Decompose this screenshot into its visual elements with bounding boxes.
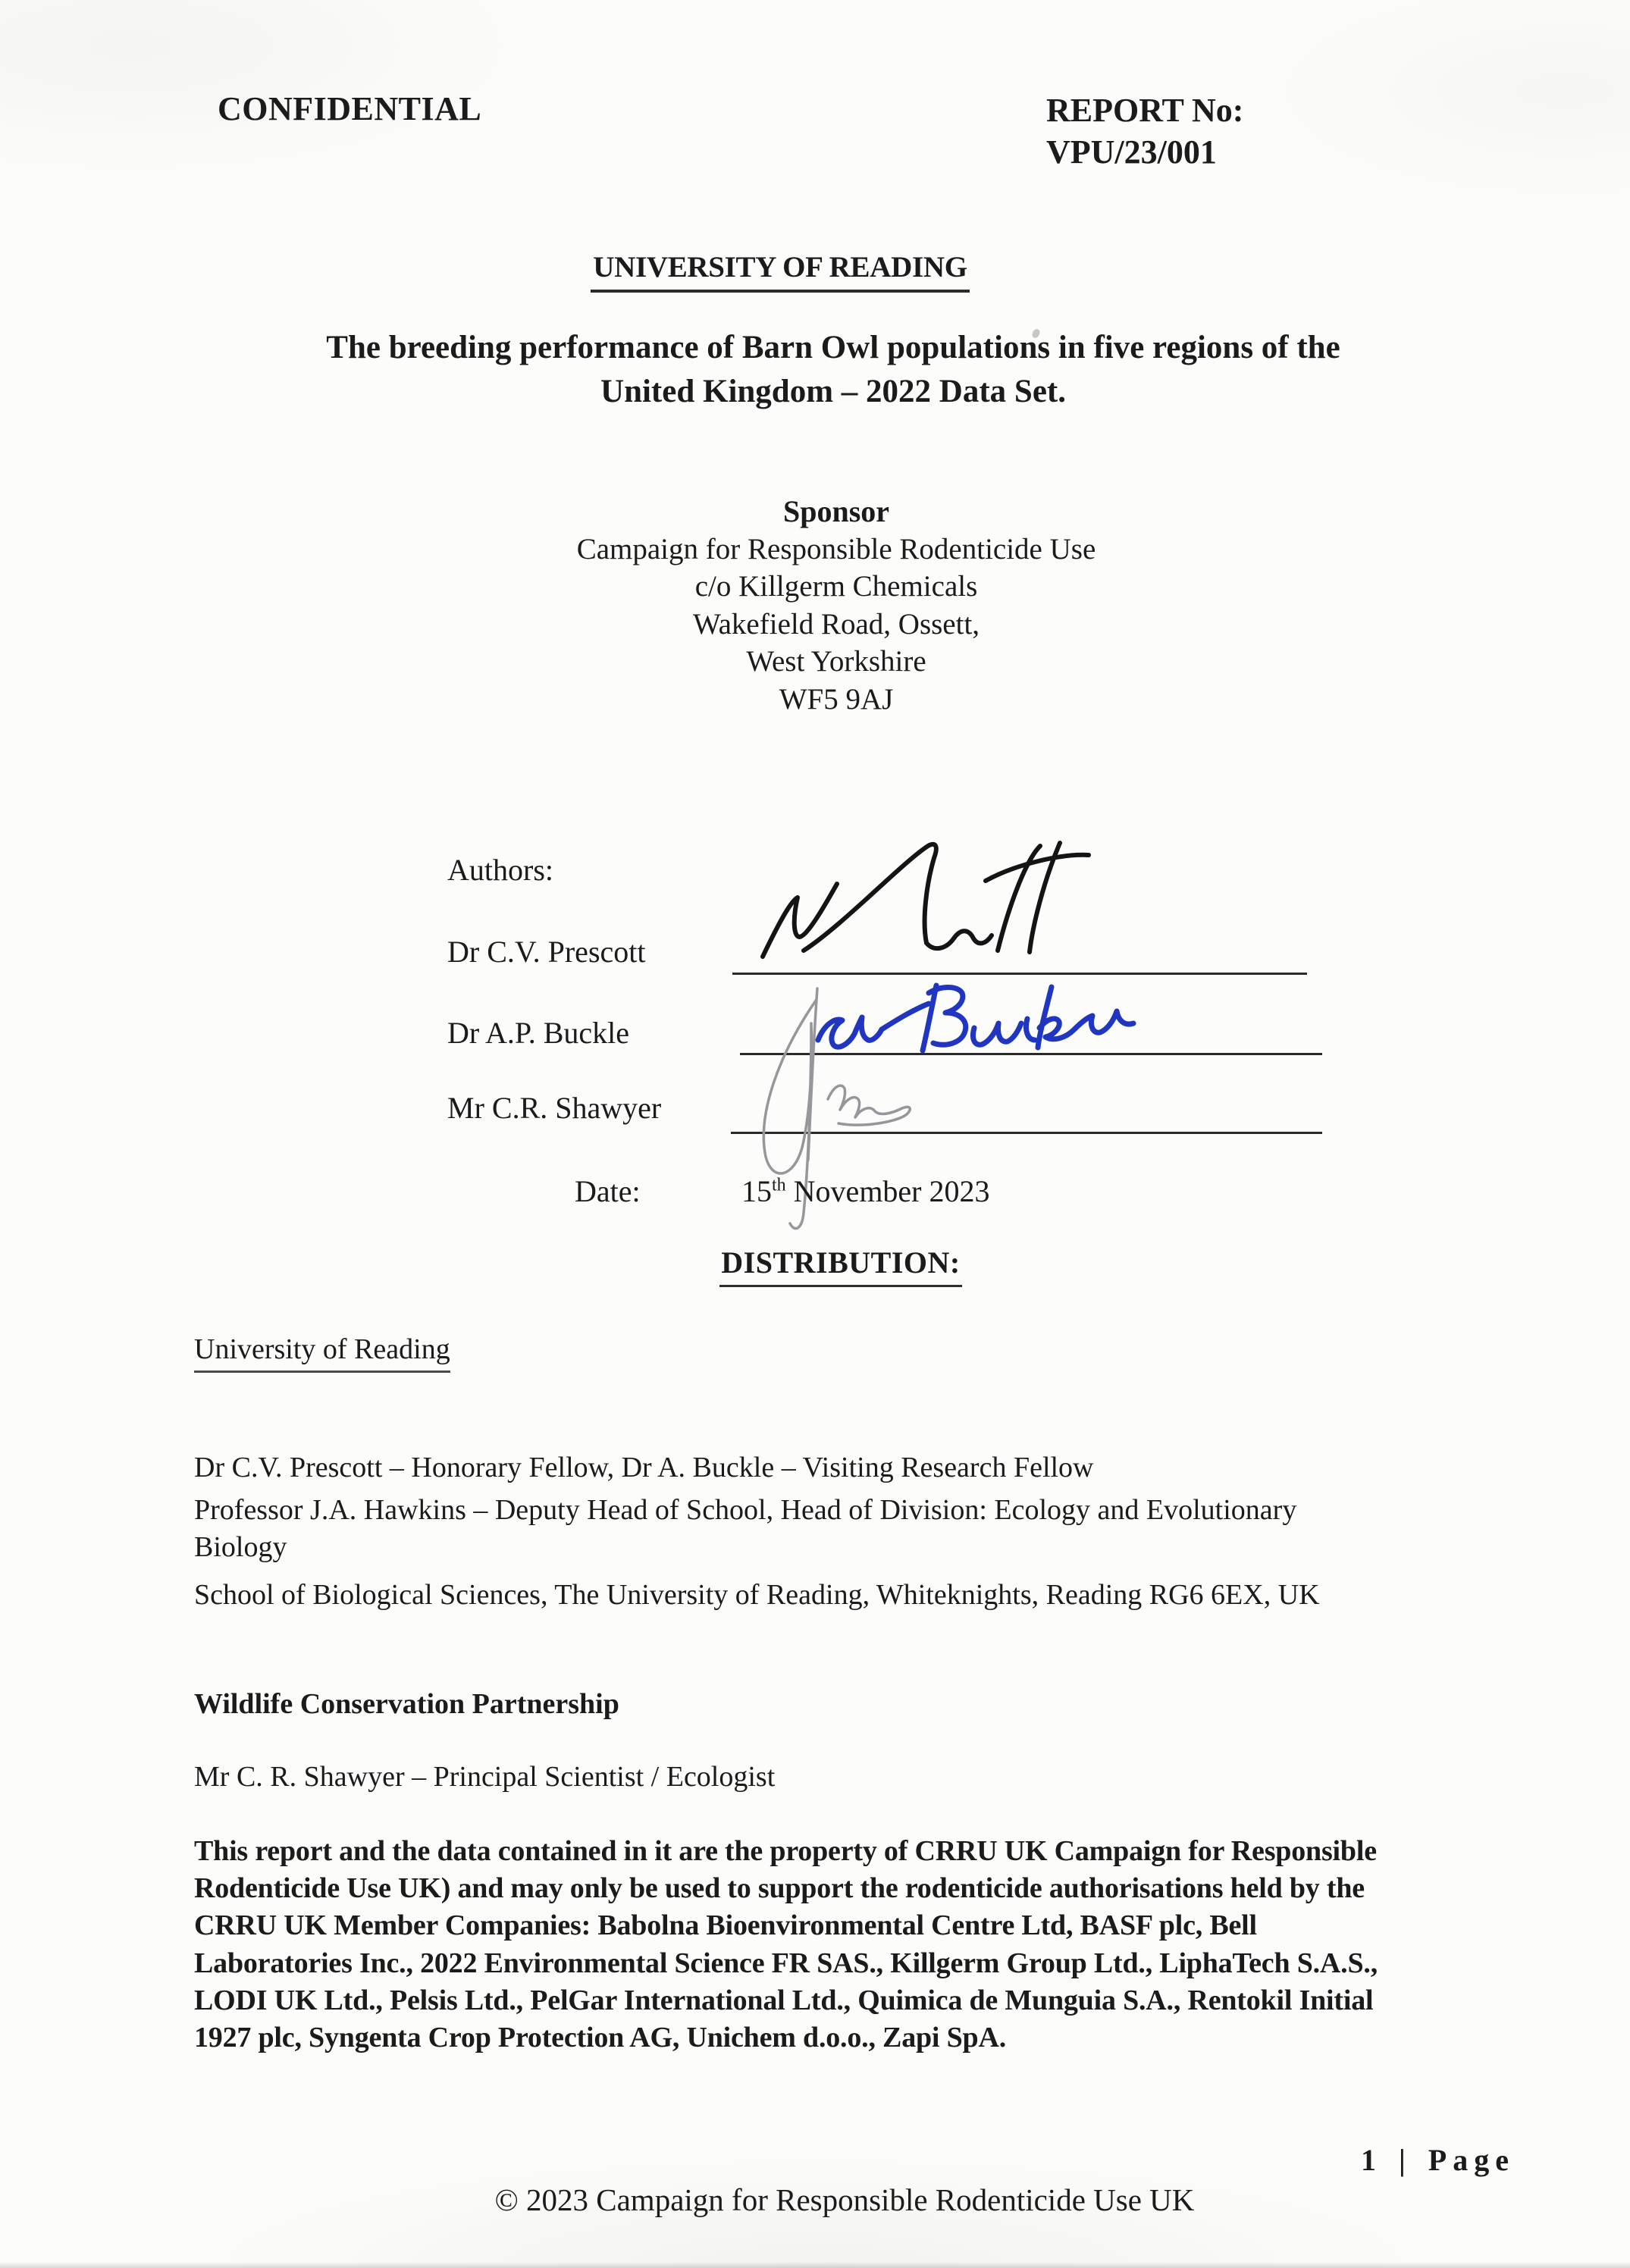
notice-line: CRRU UK Member Companies: Babolna Bioenvironmental Centre Ltd, BASF plc, Bell bbox=[194, 1909, 1257, 1942]
report-title-line1: The breeding performance of Barn Owl populations in five regions of the bbox=[326, 330, 1340, 365]
distribution-hawkins-line2: Biology bbox=[194, 1531, 287, 1563]
university-heading: UNIVERSITY OF READING bbox=[591, 250, 970, 293]
date-day: 15 bbox=[741, 1174, 772, 1208]
university-heading-row bbox=[0, 250, 1595, 293]
distribution-heading-row bbox=[26, 1245, 1630, 1287]
notice-line: LODI UK Ltd., Pelsis Ltd., PelGar International Ltd., Quimica de Munguia S.A., Rentokil Initial bbox=[194, 1984, 1374, 2016]
copyright-line: © 2023 Campaign for Responsible Rodenticide Use UK bbox=[494, 2182, 1195, 2217]
sponsor-block bbox=[21, 493, 1630, 718]
distribution-hawkins-line1: Professor J.A. Hawkins – Deputy Head of School, Head of Division: Ecology and Evolutionary bbox=[194, 1494, 1297, 1526]
sponsor-street: Wakefield Road, Ossett, bbox=[692, 607, 980, 641]
notice-line: This report and the data contained in it are the property of CRRU UK Campaign for Responsible bbox=[194, 1835, 1377, 1867]
distribution-heading: DISTRIBUTION: bbox=[719, 1245, 961, 1287]
report-number-block bbox=[1046, 89, 1243, 173]
distribution-university-subhead: University of Reading bbox=[194, 1333, 450, 1373]
author-name-prescott: Dr C.V. Prescott bbox=[447, 935, 646, 969]
date-value bbox=[741, 1173, 990, 1209]
wildlife-partnership-heading: Wildlife Conservation Partnership bbox=[194, 1688, 619, 1720]
author-name-buckle: Dr A.P. Buckle bbox=[447, 1016, 629, 1050]
notice-line: Laboratories Inc., 2022 Environmental Science FR SAS., Killgerm Group Ltd., LiphaTech S.A.S., bbox=[194, 1947, 1378, 1979]
report-number-value: VPU/23/001 bbox=[1046, 133, 1217, 171]
prescott-signature-ink bbox=[763, 843, 1089, 957]
notice-line: Rodenticide Use UK) and may only be used to support the rodenticide authorisations held by the bbox=[194, 1872, 1365, 1905]
authors-label: Authors: bbox=[447, 853, 553, 887]
author-name-shawyer: Mr C.R. Shawyer bbox=[447, 1091, 662, 1125]
page-number: 1 | Page bbox=[1361, 2143, 1515, 2177]
report-title-line2: United Kingdom – 2022 Data Set. bbox=[600, 374, 1066, 409]
sponsor-heading: Sponsor bbox=[782, 494, 890, 528]
distribution-shawyer-line: Mr C. R. Shawyer – Principal Scientist / Ecologist bbox=[194, 1761, 776, 1793]
distribution-school-line: School of Biological Sciences, The University of Reading, Whiteknights, Reading RG6 6EX, UK bbox=[194, 1579, 1320, 1611]
date-month-year: November 2023 bbox=[785, 1174, 990, 1208]
sponsor-org: Campaign for Responsible Rodenticide Use bbox=[576, 532, 1096, 565]
distribution-fellows-line: Dr C.V. Prescott – Honorary Fellow, Dr A. Buckle – Visiting Research Fellow bbox=[194, 1452, 1094, 1483]
confidential-stamp: CONFIDENTIAL bbox=[218, 90, 482, 127]
date-label: Date: bbox=[575, 1174, 641, 1208]
notice-line: 1927 plc, Syngenta Crop Protection AG, Unichem d.o.o., Zapi SpA. bbox=[194, 2022, 1006, 2054]
date-ordinal-suffix: th bbox=[772, 1175, 786, 1195]
sponsor-county: West Yorkshire bbox=[746, 645, 926, 678]
report-title bbox=[18, 326, 1630, 414]
report-number-label: REPORT No: bbox=[1046, 92, 1244, 129]
property-notice-paragraph bbox=[194, 1833, 1378, 2057]
sponsor-postcode: WF5 9AJ bbox=[779, 682, 894, 716]
sponsor-co: c/o Killgerm Chemicals bbox=[694, 570, 978, 603]
prescott-signature bbox=[758, 835, 1092, 976]
